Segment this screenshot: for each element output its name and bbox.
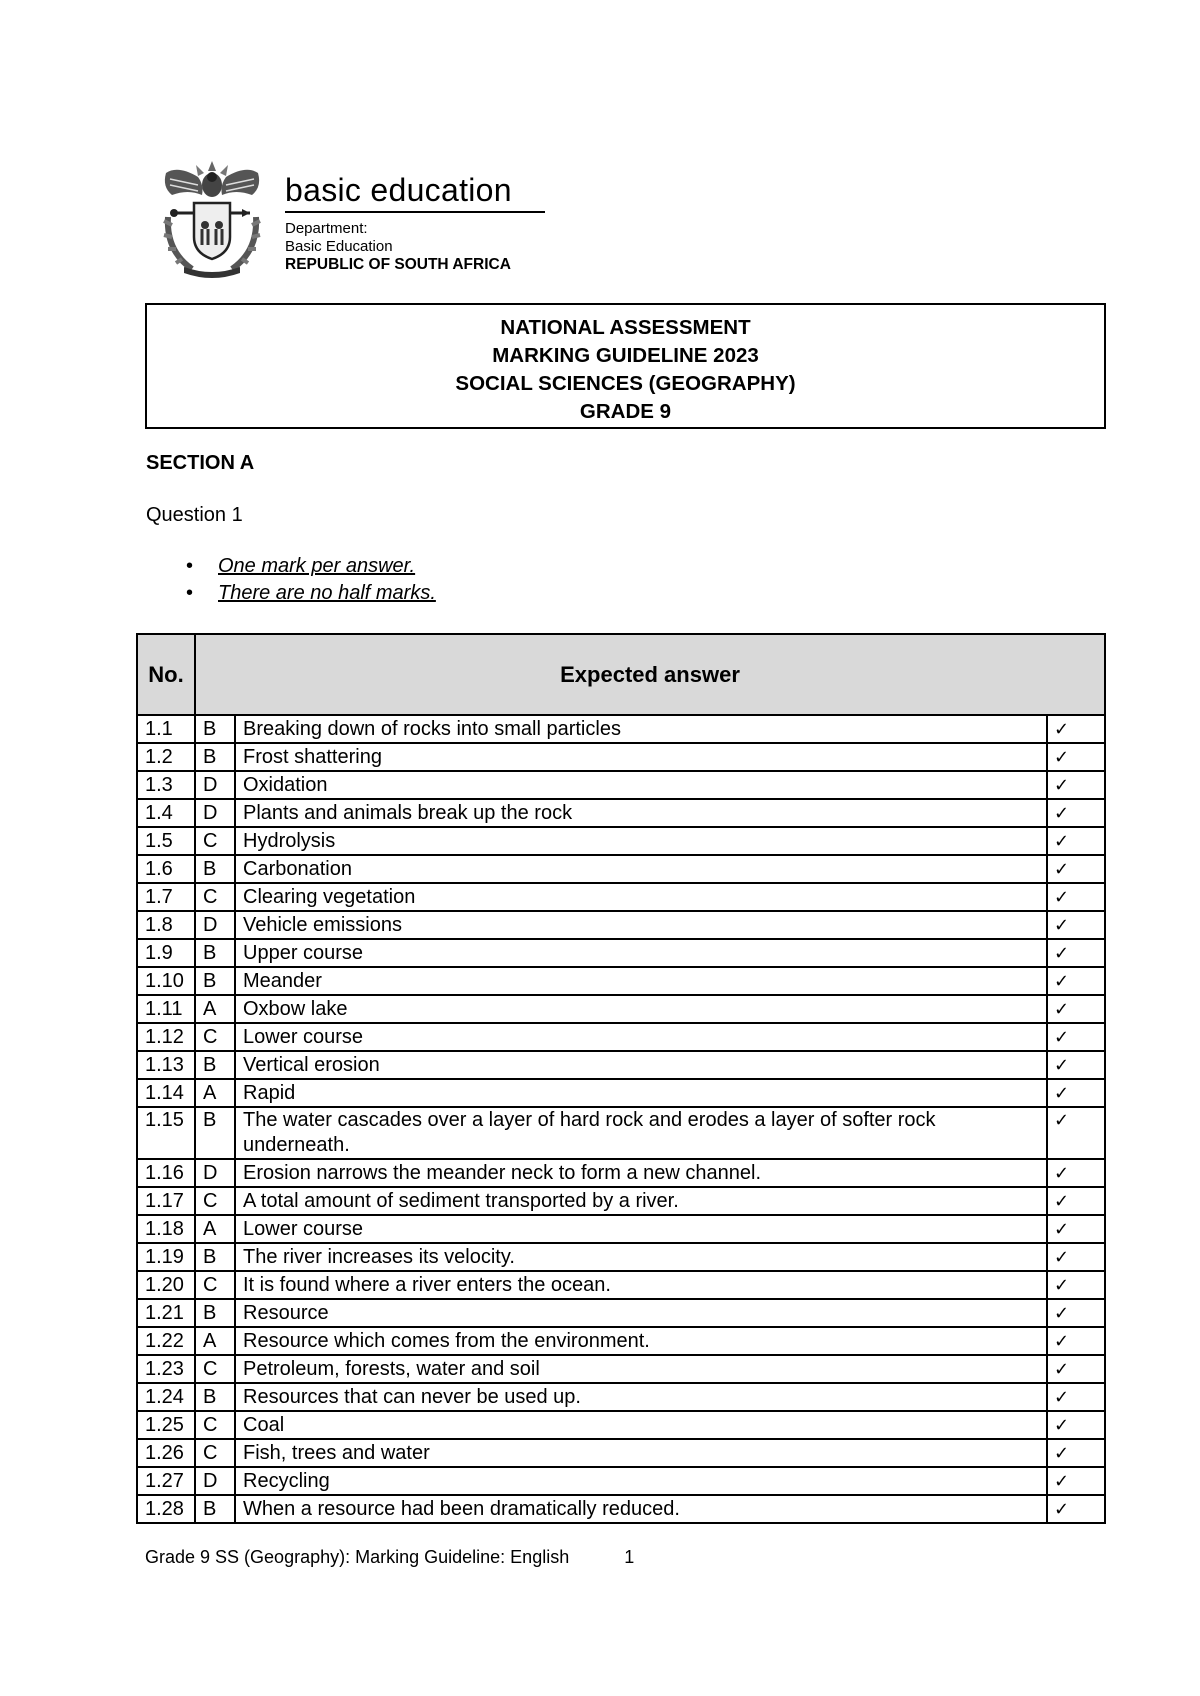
answers-table <box>136 633 1106 1524</box>
table-row <box>137 1187 1105 1215</box>
answer-letter-cell: C <box>195 1439 235 1467</box>
answer-letter-cell: C <box>195 827 235 855</box>
row-number-cell: 1.20 <box>137 1271 195 1299</box>
expected-answer-cell: Erosion narrows the meander neck to form a new channel. <box>235 1159 1047 1187</box>
row-number-cell: 1.25 <box>137 1411 195 1439</box>
table-row <box>137 883 1105 911</box>
answer-letter-cell: C <box>195 1023 235 1051</box>
expected-answer-cell: Resource which comes from the environment. <box>235 1327 1047 1355</box>
expected-answer-cell: Vertical erosion <box>235 1051 1047 1079</box>
answer-letter-cell: B <box>195 1243 235 1271</box>
row-number-cell: 1.10 <box>137 967 195 995</box>
table-row <box>137 1411 1105 1439</box>
title-line-grade: GRADE 9 <box>579 400 672 423</box>
answer-letter-cell: C <box>195 1411 235 1439</box>
expected-answer-cell: Resources that can never be used up. <box>235 1383 1047 1411</box>
row-number-cell: 1.11 <box>137 995 195 1023</box>
table-row <box>137 967 1105 995</box>
table-row <box>137 743 1105 771</box>
row-number-cell: 1.18 <box>137 1215 195 1243</box>
expected-answer-cell: Rapid <box>235 1079 1047 1107</box>
question-label: Question 1 <box>146 504 243 526</box>
expected-answer-cell: The river increases its velocity. <box>235 1243 1047 1271</box>
row-number-cell: 1.8 <box>137 911 195 939</box>
expected-answer-cell: Upper course <box>235 939 1047 967</box>
table-row <box>137 911 1105 939</box>
expected-answer-cell: Clearing vegetation <box>235 883 1047 911</box>
title-line-guideline: MARKING GUIDELINE 2023 <box>492 344 759 367</box>
expected-answer-cell: The water cascades over a layer of hard rock and erodes a layer of softer rock underneath. <box>235 1107 1047 1159</box>
row-number-cell: 1.14 <box>137 1079 195 1107</box>
answer-letter-cell: B <box>195 1051 235 1079</box>
table-row <box>137 1467 1105 1495</box>
bullet-icon: • <box>186 555 194 577</box>
answer-letter-cell: B <box>195 1299 235 1327</box>
answer-letter-cell: D <box>195 1159 235 1187</box>
row-number-cell: 1.1 <box>137 715 195 743</box>
title-line-assessment: NATIONAL ASSESSMENT <box>500 316 751 339</box>
table-row <box>137 1271 1105 1299</box>
table-row <box>137 1299 1105 1327</box>
row-number-cell: 1.23 <box>137 1355 195 1383</box>
expected-answer-cell: When a resource had been dramatically reduced. <box>235 1495 1047 1523</box>
expected-answer-cell: It is found where a river enters the ocean. <box>235 1271 1047 1299</box>
department-name: Basic Education <box>285 238 393 255</box>
coat-of-arms-icon <box>158 155 266 278</box>
table-row <box>137 1079 1105 1107</box>
answer-letter-cell: C <box>195 883 235 911</box>
tick-icon: ✓ <box>1047 1243 1105 1271</box>
country-name: REPUBLIC OF SOUTH AFRICA <box>285 256 511 273</box>
table-row <box>137 1215 1105 1243</box>
header-no: No. <box>137 634 195 715</box>
answer-letter-cell: A <box>195 1215 235 1243</box>
expected-answer-cell: Lower course <box>235 1215 1047 1243</box>
marking-notes <box>186 553 436 607</box>
note-text: One mark per answer. <box>218 555 416 577</box>
table-row <box>137 855 1105 883</box>
header-expected-answer: Expected answer <box>195 634 1105 715</box>
expected-answer-cell: Plants and animals break up the rock <box>235 799 1047 827</box>
answer-letter-cell: B <box>195 967 235 995</box>
answer-letter-cell: A <box>195 1079 235 1107</box>
expected-answer-cell: Coal <box>235 1411 1047 1439</box>
tick-icon: ✓ <box>1047 1383 1105 1411</box>
expected-answer-cell: Fish, trees and water <box>235 1439 1047 1467</box>
answer-letter-cell: D <box>195 799 235 827</box>
table-row <box>137 1439 1105 1467</box>
tick-icon: ✓ <box>1047 1495 1105 1523</box>
row-number-cell: 1.5 <box>137 827 195 855</box>
list-item <box>186 580 436 607</box>
expected-answer-cell: Oxidation <box>235 771 1047 799</box>
table-row <box>137 995 1105 1023</box>
answer-letter-cell: D <box>195 911 235 939</box>
answer-letter-cell: B <box>195 939 235 967</box>
list-item <box>186 553 436 580</box>
tick-icon: ✓ <box>1047 1051 1105 1079</box>
answer-letter-cell: B <box>195 715 235 743</box>
row-number-cell: 1.13 <box>137 1051 195 1079</box>
row-number-cell: 1.9 <box>137 939 195 967</box>
expected-answer-cell: Resource <box>235 1299 1047 1327</box>
expected-answer-cell: A total amount of sediment transported by a river. <box>235 1187 1047 1215</box>
tick-icon: ✓ <box>1047 799 1105 827</box>
tick-icon: ✓ <box>1047 1355 1105 1383</box>
row-number-cell: 1.22 <box>137 1327 195 1355</box>
table-row <box>137 1051 1105 1079</box>
row-number-cell: 1.26 <box>137 1439 195 1467</box>
answer-letter-cell: C <box>195 1355 235 1383</box>
table-row <box>137 1159 1105 1187</box>
department-branding <box>285 172 545 274</box>
answer-letter-cell: B <box>195 855 235 883</box>
row-number-cell: 1.16 <box>137 1159 195 1187</box>
tick-icon: ✓ <box>1047 911 1105 939</box>
table-row <box>137 799 1105 827</box>
tick-icon: ✓ <box>1047 1215 1105 1243</box>
row-number-cell: 1.17 <box>137 1187 195 1215</box>
tick-icon: ✓ <box>1047 883 1105 911</box>
tick-icon: ✓ <box>1047 1411 1105 1439</box>
tick-icon: ✓ <box>1047 1327 1105 1355</box>
expected-answer-cell: Hydrolysis <box>235 827 1047 855</box>
table-row <box>137 1107 1105 1159</box>
table-row <box>137 1355 1105 1383</box>
tick-icon: ✓ <box>1047 1079 1105 1107</box>
tick-icon: ✓ <box>1047 1299 1105 1327</box>
tick-icon: ✓ <box>1047 743 1105 771</box>
table-row <box>137 1383 1105 1411</box>
tick-icon: ✓ <box>1047 1107 1105 1159</box>
tick-icon: ✓ <box>1047 967 1105 995</box>
row-number-cell: 1.6 <box>137 855 195 883</box>
expected-answer-cell: Carbonation <box>235 855 1047 883</box>
tick-icon: ✓ <box>1047 771 1105 799</box>
row-number-cell: 1.19 <box>137 1243 195 1271</box>
expected-answer-cell: Lower course <box>235 1023 1047 1051</box>
answer-letter-cell: D <box>195 1467 235 1495</box>
tick-icon: ✓ <box>1047 939 1105 967</box>
row-number-cell: 1.2 <box>137 743 195 771</box>
table-row <box>137 771 1105 799</box>
tick-icon: ✓ <box>1047 1187 1105 1215</box>
row-number-cell: 1.4 <box>137 799 195 827</box>
table-row <box>137 715 1105 743</box>
row-number-cell: 1.24 <box>137 1383 195 1411</box>
expected-answer-cell: Petroleum, forests, water and soil <box>235 1355 1047 1383</box>
row-number-cell: 1.7 <box>137 883 195 911</box>
tick-icon: ✓ <box>1047 995 1105 1023</box>
answer-letter-cell: C <box>195 1187 235 1215</box>
section-heading: SECTION A <box>146 452 255 474</box>
table-row <box>137 1023 1105 1051</box>
table-row <box>137 1495 1105 1523</box>
answer-letter-cell: A <box>195 995 235 1023</box>
row-number-cell: 1.12 <box>137 1023 195 1051</box>
expected-answer-cell: Vehicle emissions <box>235 911 1047 939</box>
expected-answer-cell: Oxbow lake <box>235 995 1047 1023</box>
tick-icon: ✓ <box>1047 1439 1105 1467</box>
row-number-cell: 1.3 <box>137 771 195 799</box>
table-header-row <box>137 634 1105 715</box>
tick-icon: ✓ <box>1047 1467 1105 1495</box>
tick-icon: ✓ <box>1047 1271 1105 1299</box>
expected-answer-cell: Recycling <box>235 1467 1047 1495</box>
answer-letter-cell: B <box>195 1495 235 1523</box>
answer-letter-cell: B <box>195 1383 235 1411</box>
table-row <box>137 827 1105 855</box>
tick-icon: ✓ <box>1047 1159 1105 1187</box>
answers-body <box>137 715 1105 1523</box>
brand-underline <box>285 211 545 213</box>
expected-answer-cell: Meander <box>235 967 1047 995</box>
bullet-icon: • <box>186 582 194 604</box>
row-number-cell: 1.28 <box>137 1495 195 1523</box>
page-number: 1 <box>624 1547 635 1567</box>
row-number-cell: 1.27 <box>137 1467 195 1495</box>
table-row <box>137 1243 1105 1271</box>
row-number-cell: 1.21 <box>137 1299 195 1327</box>
answer-letter-cell: B <box>195 1107 235 1159</box>
tick-icon: ✓ <box>1047 855 1105 883</box>
tick-icon: ✓ <box>1047 715 1105 743</box>
brand-name: basic education <box>285 172 512 208</box>
title-box <box>145 303 1106 429</box>
page-footer <box>145 1547 634 1568</box>
answer-letter-cell: A <box>195 1327 235 1355</box>
answer-letter-cell: D <box>195 771 235 799</box>
tick-icon: ✓ <box>1047 827 1105 855</box>
footer-text: Grade 9 SS (Geography): Marking Guideline: English <box>145 1547 570 1567</box>
table-row <box>137 939 1105 967</box>
answer-letter-cell: B <box>195 743 235 771</box>
note-text: There are no half marks. <box>218 582 436 604</box>
row-number-cell: 1.15 <box>137 1107 195 1159</box>
department-label: Department: <box>285 220 368 237</box>
expected-answer-cell: Breaking down of rocks into small particles <box>235 715 1047 743</box>
table-row <box>137 1327 1105 1355</box>
title-line-subject: SOCIAL SCIENCES (GEOGRAPHY) <box>455 372 796 395</box>
expected-answer-cell: Frost shattering <box>235 743 1047 771</box>
tick-icon: ✓ <box>1047 1023 1105 1051</box>
answer-letter-cell: C <box>195 1271 235 1299</box>
